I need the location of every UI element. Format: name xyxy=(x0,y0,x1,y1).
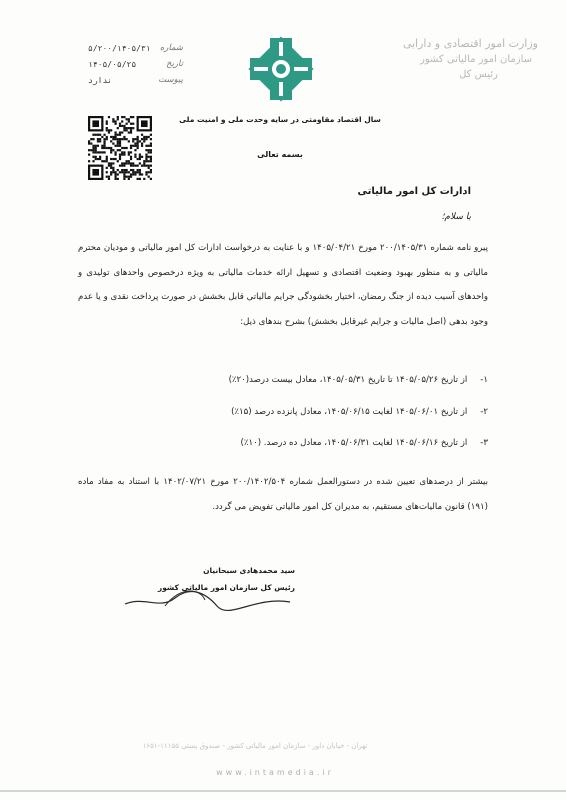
slogan: سال اقتصاد مقاومتی در سایه وحدت ملی و امنیت ملی xyxy=(179,115,381,124)
footer-address: تهران - خیابان داور - سازمان امور مالیاتی کشور - صندوق پستی ۱۱۱۵۵-۱۶۵۱ xyxy=(142,742,368,750)
item-number: ۱- xyxy=(480,375,488,385)
emblem-icon xyxy=(248,36,314,102)
attachment-value: ندارد xyxy=(88,75,113,85)
item-text: از تاریخ ۱۴۰۵/۰۶/۱۶ لغایت ۱۴۰۵/۰۶/۳۱، معادل ده درصد. (۱۰٪) xyxy=(240,438,468,448)
footer-website: www.intamedia.ir xyxy=(216,768,334,777)
item-number: ۲- xyxy=(480,406,488,417)
addressee: ادارات کل امور مالیاتی xyxy=(357,186,471,197)
item-text: از تاریخ ۱۴۰۵/۰۵/۲۶ تا تاریخ ۱۴۰۵/۰۵/۳۱، معادل بیست درصد(۲۰٪) xyxy=(228,375,468,385)
list-item xyxy=(88,402,488,434)
ministry-line-2: سازمان امور مالیاتی کشور xyxy=(420,54,532,65)
ministry-header xyxy=(388,36,538,82)
number-label: شماره xyxy=(159,43,183,53)
ministry-line-3: رئیس کل xyxy=(459,69,498,80)
attachment-label: پیوست xyxy=(158,75,183,85)
basmala: بسمه تعالی xyxy=(257,150,303,159)
item-number: ۳- xyxy=(480,438,488,448)
paragraph-1: پیرو نامه شماره ۲۰۰/۱۴۰۵/۳۱ مورخ ۱۴۰۵/۰۴/۲۱ و با عنایت به درخواست ادارات کل امور مالیاتی و مودیان محترم مالیاتی و به منظور بهبود وضعیت اقتصادی و تسهیل ارائه خدمات مالیاتی به ویژه درخصوص واحدهای تولیدی و واحدهای آسیب دیده از جنگ رمضان، اختیار بخشودگی جرایم مالیاتی قابل بخشش در صورت پرداخت نقدی و یا عدم وجود بدهی (اصل مالیات و جرایم غیرقابل بخشش) بشرح بندهای ذیل: xyxy=(78,243,488,327)
date-row xyxy=(88,56,183,72)
signer-title: رئیس کل سازمان امور مالیاتی کشور xyxy=(157,583,295,592)
number-value: ۵/۲۰۰/۱۴۰۵/۳۱ xyxy=(88,43,151,53)
number-row xyxy=(88,40,183,56)
list-item xyxy=(88,433,488,465)
date-value: ۱۴۰۵/۰۵/۲۵ xyxy=(88,59,137,69)
signer-name: سید محمدهادی سبحانیان xyxy=(203,566,295,575)
signature-block xyxy=(105,566,295,618)
list-item xyxy=(88,370,488,402)
ministry-line-1: وزارت امور اقتصادی و دارایی xyxy=(402,37,538,50)
item-text: از تاریخ ۱۴۰۵/۰۶/۰۱ لغایت ۱۴۰۵/۰۶/۱۵، معادل پانزده درصد (۱۵٪) xyxy=(231,406,468,417)
greeting: با سلام؛ xyxy=(441,212,471,222)
attachment-row xyxy=(88,72,183,88)
date-label: تاریخ xyxy=(166,59,183,69)
paragraph-2: بیشتر از درصدهای تعیین شده در دستورالعمل شماره ۲۰۰/۱۴۰۲/۵۰۴ مورخ ۱۴۰۲/۰۷/۲۱ با استناد به مفاد ماده (۱۹۱) قانون مالیات‌های مستقیم، به مدیران کل امور مالیاتی تفویض می گردد. xyxy=(78,477,488,512)
letter-meta xyxy=(88,40,183,88)
items-list xyxy=(88,370,488,465)
qr-code-icon xyxy=(88,116,152,180)
decorative-border xyxy=(0,788,566,794)
